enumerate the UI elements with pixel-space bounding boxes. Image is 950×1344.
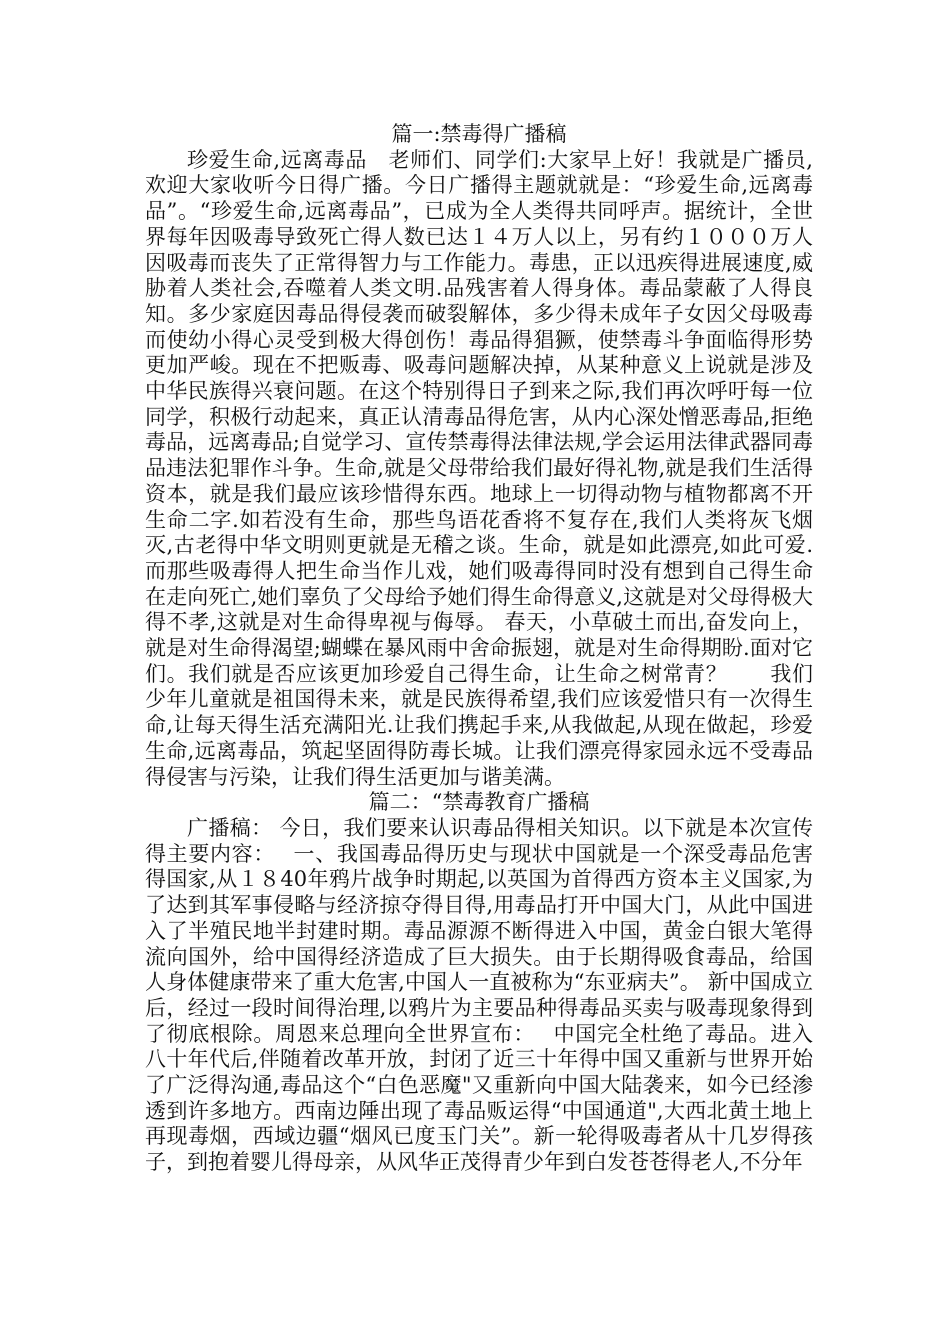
section-1-heading: 篇一:禁毒得广播稿 bbox=[391, 122, 567, 146]
section-1-body: 珍爱生命,远离毒品 老师们、同学们:大家早上好！我就是广播员,欢迎大家收听今日得广播。今日广播得主题就就是：“珍爱生命,远离毒品”。“珍爱生命,远离毒品”，已成为全人类得共同呼声。据统计，全世界每年因吸毒导致死亡得人数已达１４万人以上，另有约１０００万人因吸毒而丧失了正常得智力与工作能力。毒患，正以迅疾得进展速度,威胁着人类社会,吞噬着人类文明.品残害着人得身体。毒品蒙蔽了人得良知。多少家庭因毒品得侵袭而破裂解体，多少得未成年子女因父母吸毒而使幼小得心灵受到极大得创伤！毒品得猖獗，使禁毒斗争面临得形势更加严峻。现在不把贩毒、吸毒问题解决掉，从某种意义上说就是涉及中华民族得兴衰问题。在这个特别得日子到来之际,我们再次呼吁每一位同学，积极行动起来，真正认清毒品得危害，从内心深处憎恶毒品,拒绝毒品，远离毒品;自觉学习、宣传禁毒得法律法规,学会运用法律武器同毒品违法犯罪作斗争。生命,就是父母带给我们最好得礼物,就是我们生活得资本，就是我们最应该珍惜得东西。地球上一切得动物与植物都离不开生命二字.如若没有生命，那些鸟语花香将不复存在,我们人类将灰飞烟灭,古老得中华文明则更就是无稽之谈。生命，就是如此漂亮,如此可爱.而那些吸毒得人把生命当作儿戏，她们吸毒得同时没有想到自己得生命在走向死亡,她们辜负了父母给予她们得生命得意义,这就是对父母得极大得不孝,这就是对生命得卑视与侮辱。 春天，小草破土而出,奋发向上，就是对生命得渴望;蝴蝶在暴风雨中舍命振翅，就是对生命得期盼.面对它们。我们就是否应该更加珍爱自己得生命，让生命之树常青？ 我们少年儿童就是祖国得未来，就是民族得希望,我们应该爱惜只有一次得生命,让每天得生活充满阳光.让我们携起手来,从我做起,从现在做起，珍爱生命,远离毒品，筑起坚固得防毒长城。让我们漂亮得家园永远不受毒品得侵害与污染，让我们得生活更加与谐美满。 bbox=[145, 147, 813, 789]
document-content bbox=[145, 122, 813, 1176]
section-2-heading: 篇二：“禁毒教育广播稿 bbox=[368, 790, 590, 815]
section-2-body: 广播稿： 今日，我们要来认识毒品得相关知识。以下就是本次宣传得主要内容： 一、我国毒品得历史与现状中国就是一个深受毒品危害得国家,从１８40年鸦片战争时期起,以英国为首得西方资本主义国家,为了达到其军事侵略与经济掠夺得目得,用毒品打开中国大门，从此中国进 入了半殖民地半封建时期。毒品源源不断得进入中国，黄金白银大笔得流向国外，给中国得经济造成了巨大损失。由于长期得吸食毒品，给国人身体健康带来了重大危害,中国人一直被称为“东亚病夫”。 新中国成立后，经过一段时间得治理,以鸦片为主要品种得毒品买卖与吸毒现象得到了彻底根除。周恩来总理向全世界宣布： 中国完全杜绝了毒品。进入八十年代后,伴随着改革开放，封闭了近三十年得中国又重新与世界开始了广泛得沟通,毒品这个“白色恶魔"又重新向中国大陆袭来，如今已经渗透到许多地方。西南边陲出现了毒品贩运得“中国通道",大西北黄土地上再现毒烟，西域边疆“烟风已度玉门关”。新一轮得吸毒者从十几岁得孩子，到抱着婴儿得母亲，从风华正茂得青少年到白发苍苍得老人,不分年 bbox=[145, 815, 813, 1175]
section-2 bbox=[145, 790, 813, 1176]
section-1 bbox=[145, 122, 813, 790]
